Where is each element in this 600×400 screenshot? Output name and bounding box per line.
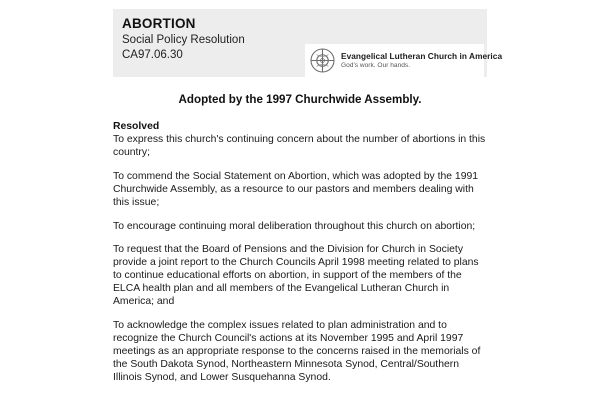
organization-tagline: God's work. Our hands. (341, 62, 411, 69)
resolved-heading: Resolved (113, 121, 160, 132)
resolution-paragraph: To express this church's continuing concern about the number of abortions in this country; (113, 134, 486, 158)
organization-logo (305, 44, 503, 77)
header-text-block (122, 16, 322, 63)
resolution-paragraph: To encourage continuing moral deliberation throughout this church on abortion; (113, 220, 476, 232)
resolution-paragraph: To acknowledge the complex issues related to plan administration and to recognize the Church Council's actions at its November 1995 and April 1997 meetings as an appropriate response to the concerns raised in the memorials of the South Dakota Synod, Northeastern Minnesota Synod, Central/Southern Illinois Synod, and Lower Susquehanna Synod. (113, 319, 481, 383)
logo-text-block (341, 51, 502, 70)
organization-name: Evangelical Lutheran Church in America (341, 51, 503, 61)
resolution-paragraph: To commend the Social Statement on Abortion, which was adopted by the 1991 Churchwide Assembly, as a resource to our pastors and members dealing with this issue; (113, 170, 479, 208)
page-title: ABORTION (122, 16, 196, 31)
document-subtitle: Social Policy Resolution (122, 34, 245, 46)
elca-celtic-cross-icon (310, 48, 335, 73)
adopted-statement: Adopted by the 1997 Churchwide Assembly. (178, 93, 422, 106)
document-number: CA97.06.30 (122, 49, 183, 61)
resolution-paragraph: To request that the Board of Pensions and the Division for Church in Society provide a joint report to the Church Councils April 1998 meeting related to plans to continue educational efforts on abortion, in support of the members of the ELCA health plan and all members of the Evangelical Lutheran Church in America; and (113, 244, 479, 308)
document-body (113, 92, 487, 385)
